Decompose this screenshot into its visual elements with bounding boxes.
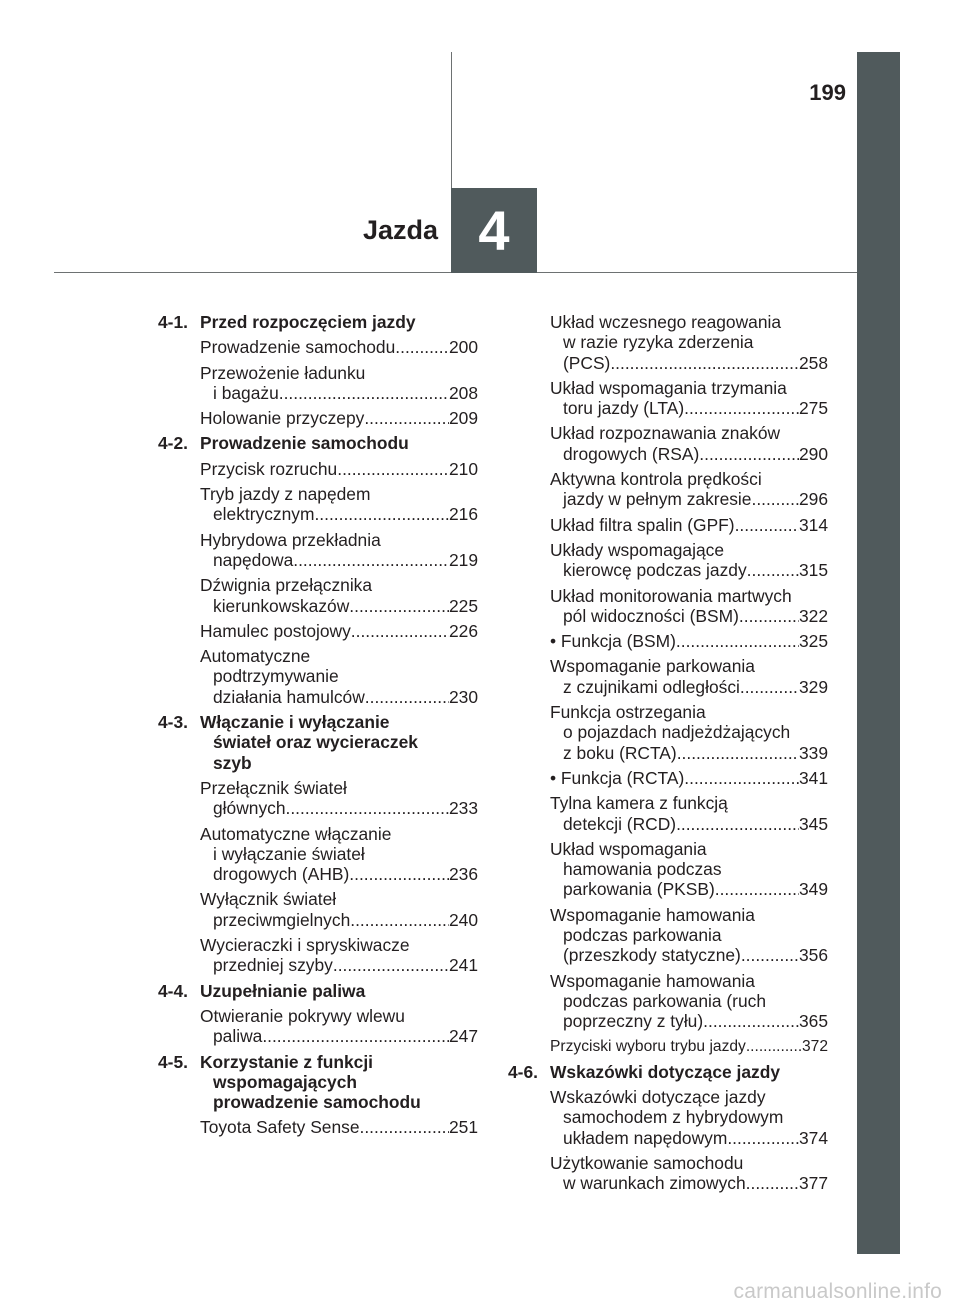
dot-leader <box>333 955 449 975</box>
toc-section-heading[interactable] <box>158 1052 478 1113</box>
entry-last-line <box>200 596 478 616</box>
entry-title-line: Użytkowanie samochodu <box>550 1152 744 1173</box>
entry-title-line: Wspomaganie parkowania <box>550 656 755 677</box>
entry-title-line: Hybrydowa przekładnia <box>200 529 381 550</box>
section-title-line: Wskazówki dotyczące jazdy <box>550 1061 781 1082</box>
toc-entry[interactable] <box>158 530 478 571</box>
entry-title-text: jazdy w pełnym zakresie <box>563 489 752 510</box>
entry-page-number: 290 <box>798 443 828 464</box>
entry-last-line <box>550 398 828 418</box>
section-title <box>200 981 478 1001</box>
section-number: 4-3. <box>158 712 188 733</box>
dot-leader <box>395 337 449 357</box>
dot-leader <box>746 1037 802 1057</box>
dot-leader <box>740 677 799 697</box>
entry-title-text: poprzeczny z tyłu) <box>563 1011 704 1032</box>
toc-entry[interactable] <box>158 935 478 976</box>
entry-last-line <box>550 1128 828 1148</box>
entry-title-line: Aktywna kontrola prędkości <box>550 469 762 490</box>
entry-title-text: parkowania (PKSB) <box>563 879 715 900</box>
entry-page-number: 208 <box>448 382 478 403</box>
entry-title-text: (przeszkody statyczne) <box>563 945 741 966</box>
entry-title-line: Układ wspomagania <box>550 838 707 859</box>
dot-leader <box>365 687 449 707</box>
entry-title-text: przeciwmgielnych <box>213 909 351 930</box>
entry-title-line: podczas parkowania <box>563 925 722 946</box>
chapter-number-badge: 4 <box>451 188 537 273</box>
toc-entry[interactable] <box>508 423 828 464</box>
entry-title-line: Przełącznik świateł <box>200 777 347 798</box>
entry-last-line <box>200 910 478 930</box>
dot-leader <box>677 743 799 763</box>
entry-page-number: 216 <box>448 504 478 525</box>
toc-entry[interactable] <box>158 363 478 404</box>
entry-title-text: Toyota Safety Sense <box>200 1117 360 1138</box>
toc-entry[interactable] <box>158 1117 478 1137</box>
entry-page-number: 200 <box>448 337 478 358</box>
entry-title-text: z czujnikami odległości <box>563 676 740 697</box>
entry-title-line: Układ monitorowania martwych <box>550 585 792 606</box>
entry-title-text: elektrycznym <box>213 504 315 525</box>
toc-column-left <box>158 312 478 1143</box>
entry-last-line <box>550 1037 828 1057</box>
dot-leader <box>715 879 799 899</box>
toc-entry[interactable] <box>508 702 828 763</box>
section-title-line: Korzystanie z funkcji <box>200 1051 373 1072</box>
section-title-line: świateł oraz wycieraczek <box>213 732 418 753</box>
toc-entry[interactable] <box>508 515 828 535</box>
entry-title-text: paliwa <box>213 1026 263 1047</box>
toc-entry[interactable] <box>508 312 828 373</box>
toc-entry[interactable] <box>508 793 828 834</box>
entry-last-line <box>200 504 478 524</box>
entry-title-text: Przycisk rozruchu <box>200 458 338 479</box>
entry-title-line: i wyłączanie świateł <box>213 843 365 864</box>
entry-title-line: Automatyczne <box>200 646 311 667</box>
dot-leader <box>746 1173 799 1193</box>
toc-entry[interactable] <box>508 1153 828 1194</box>
entry-last-line <box>200 864 478 884</box>
toc-entry[interactable] <box>158 408 478 428</box>
entry-title-line: Układ rozpoznawania znaków <box>550 423 781 444</box>
entry-page-number: 296 <box>798 489 828 510</box>
section-title-line: prowadzenie samochodu <box>213 1092 421 1113</box>
entry-title-line: Wyłącznik świateł <box>200 889 337 910</box>
entry-last-line <box>200 459 478 479</box>
entry-page-number: 233 <box>448 798 478 819</box>
entry-page-number: 226 <box>448 620 478 641</box>
toc-entry[interactable] <box>508 469 828 510</box>
entry-page-number: 314 <box>798 514 828 535</box>
entry-title-text: działania hamulców <box>213 686 365 707</box>
entry-title-line: Wspomaganie hamowania <box>550 970 755 991</box>
entry-last-line <box>550 768 828 788</box>
entry-title-text: Układ filtra spalin (GPF) <box>550 514 735 535</box>
toc-entry[interactable] <box>158 778 478 819</box>
toc-entry[interactable] <box>508 540 828 581</box>
toc-entry[interactable] <box>158 459 478 479</box>
entry-page-number: 365 <box>798 1011 828 1032</box>
section-title-line: Włączanie i wyłączanie <box>200 712 390 733</box>
toc-entry[interactable] <box>158 575 478 616</box>
entry-title-text: i bagażu <box>213 382 279 403</box>
toc-section-heading[interactable] <box>158 712 478 773</box>
dot-leader <box>676 814 799 834</box>
chapter-tab-bar <box>857 52 900 1254</box>
entry-title-text: detekcji (RCD) <box>563 813 677 834</box>
toc-entry[interactable] <box>158 484 478 525</box>
dot-leader <box>751 489 799 509</box>
entry-last-line <box>200 687 478 707</box>
entry-title-text: (PCS) <box>563 352 611 373</box>
dot-leader <box>364 408 449 428</box>
entry-last-line <box>200 955 478 975</box>
section-title <box>550 1062 828 1082</box>
entry-page-number: 374 <box>798 1127 828 1148</box>
entry-last-line <box>200 408 478 428</box>
dot-leader <box>610 353 799 373</box>
toc-entry[interactable] <box>508 586 828 627</box>
entry-last-line <box>550 945 828 965</box>
dot-leader <box>727 1128 799 1148</box>
section-number: 4-1. <box>158 312 188 332</box>
dot-leader <box>703 1011 799 1031</box>
entry-title-line: podtrzymywanie <box>213 666 339 687</box>
toc-entry[interactable] <box>508 1087 828 1148</box>
entry-page-number: 240 <box>448 909 478 930</box>
toc-entry[interactable] <box>158 621 478 641</box>
entry-last-line <box>550 353 828 373</box>
entry-title-line: Układ wczesnego reagowania <box>550 312 782 332</box>
dot-leader <box>279 383 449 403</box>
entry-title-text: układem napędowym <box>563 1127 728 1148</box>
entry-last-line <box>200 550 478 570</box>
entry-title-line: o pojazdach nadjeżdżających <box>563 722 791 743</box>
toc-entry[interactable] <box>158 824 478 885</box>
dot-leader <box>735 515 799 535</box>
entry-title-text: głównych <box>213 798 286 819</box>
section-number: 4-6. <box>508 1061 538 1082</box>
entry-last-line <box>550 489 828 509</box>
entry-page-number: 247 <box>448 1026 478 1047</box>
dot-leader <box>293 550 449 570</box>
entry-title-line: Otwieranie pokrywy wlewu <box>200 1005 405 1026</box>
toc-entry[interactable] <box>508 1037 828 1057</box>
entry-last-line <box>550 677 828 697</box>
entry-page-number: 275 <box>798 398 828 419</box>
entry-page-number: 341 <box>798 767 828 788</box>
dot-leader <box>739 606 799 626</box>
entry-title-line: samochodem z hybrydowym <box>563 1107 784 1128</box>
entry-page-number: 325 <box>798 631 828 652</box>
dot-leader <box>360 1117 449 1137</box>
entry-title-text: Hamulec postojowy <box>200 620 351 641</box>
toc-section-heading[interactable] <box>158 433 478 453</box>
entry-title-line: Tylna kamera z funkcją <box>550 793 728 814</box>
dot-leader <box>741 945 799 965</box>
toc-entry[interactable] <box>158 1006 478 1047</box>
entry-title-text: • Funkcja (BSM) <box>550 631 676 652</box>
entry-last-line <box>200 383 478 403</box>
toc-entry[interactable] <box>158 337 478 357</box>
section-title <box>200 433 478 453</box>
section-number: 4-5. <box>158 1051 188 1072</box>
entry-title-line: Tryb jazdy z napędem <box>200 484 371 505</box>
entry-page-number: 345 <box>798 813 828 834</box>
entry-title-line: w razie ryzyka zderzenia <box>563 332 754 353</box>
entry-page-number: 225 <box>448 595 478 616</box>
entry-page-number: 315 <box>798 560 828 581</box>
toc-entry[interactable] <box>508 378 828 419</box>
entry-title-text: Holowanie przyczepy <box>200 408 365 429</box>
entry-last-line <box>200 621 478 641</box>
section-title-line: szyb <box>213 752 252 773</box>
section-title <box>200 1052 478 1113</box>
entry-title-line: Układ wspomagania trzymania <box>550 377 787 398</box>
dot-leader <box>349 596 449 616</box>
entry-title-line: podczas parkowania (ruch <box>563 990 766 1011</box>
entry-title-line: Dźwignia przełącznika <box>200 575 373 596</box>
entry-page-number: 356 <box>798 945 828 966</box>
toc-entry[interactable] <box>508 839 828 900</box>
entry-page-number: 251 <box>448 1117 478 1138</box>
entry-title-text: kierowcę podczas jazdy <box>563 560 747 581</box>
toc-entry[interactable] <box>508 971 828 1032</box>
section-title-line: wspomagających <box>213 1071 358 1092</box>
entry-last-line <box>550 560 828 580</box>
entry-last-line <box>200 1026 478 1046</box>
toc-section-heading[interactable] <box>508 1062 828 1082</box>
entry-title-text: w warunkach zimowych <box>563 1173 746 1194</box>
entry-title-line: Wspomaganie hamowania <box>550 904 755 925</box>
entry-last-line <box>550 743 828 763</box>
dot-leader <box>699 444 799 464</box>
toc-section-heading[interactable] <box>158 981 478 1001</box>
dot-leader <box>349 864 449 884</box>
section-title-line: Uzupełnianie paliwa <box>200 980 366 1001</box>
section-title <box>200 312 478 332</box>
entry-title-line: Wskazówki dotyczące jazdy <box>550 1087 766 1108</box>
watermark: carmanualsonline.info <box>733 1280 942 1303</box>
entry-page-number: 372 <box>801 1037 828 1055</box>
dot-leader <box>350 910 449 930</box>
entry-last-line <box>550 1173 828 1193</box>
entry-title-text: z boku (RCTA) <box>563 742 677 763</box>
entry-title-text: toru jazdy (LTA) <box>563 398 685 419</box>
entry-page-number: 230 <box>448 686 478 707</box>
toc-section-heading[interactable] <box>158 312 478 332</box>
page-number: 199 <box>809 80 846 105</box>
section-number: 4-2. <box>158 433 188 454</box>
entry-title-line: Funkcja ostrzegania <box>550 702 706 723</box>
entry-last-line <box>200 798 478 818</box>
toc-entry[interactable] <box>158 646 478 707</box>
dot-leader <box>337 459 449 479</box>
entry-page-number: 339 <box>798 742 828 763</box>
header-vertical-rule <box>451 52 452 188</box>
chapter-title: Jazda <box>362 215 438 245</box>
toc-column-right <box>508 312 828 1199</box>
toc-entry[interactable] <box>158 889 478 930</box>
dot-leader <box>684 768 799 788</box>
entry-title-text: drogowych (AHB) <box>213 864 350 885</box>
entry-last-line <box>200 337 478 357</box>
section-title-line: Prowadzenie samochodu <box>200 433 409 454</box>
entry-page-number: 322 <box>798 605 828 626</box>
section-title-line: Przed rozpoczęciem jazdy <box>200 312 416 332</box>
entry-last-line <box>550 606 828 626</box>
entry-page-number: 209 <box>448 408 478 429</box>
toc-entry[interactable] <box>508 631 828 651</box>
entry-page-number: 241 <box>448 955 478 976</box>
section-title <box>200 712 478 773</box>
dot-leader <box>286 798 449 818</box>
entry-title-text: kierunkowskazów <box>213 595 350 616</box>
dot-leader <box>262 1026 449 1046</box>
dot-leader <box>676 631 799 651</box>
entry-last-line <box>550 444 828 464</box>
entry-title-text: napędowa <box>213 549 294 570</box>
entry-title-text: pól widoczności (BSM) <box>563 605 739 626</box>
entry-page-number: 236 <box>448 864 478 885</box>
entry-last-line <box>550 814 828 834</box>
entry-last-line <box>200 1117 478 1137</box>
entry-page-number: 210 <box>448 458 478 479</box>
entry-title-line: Układy wspomagające <box>550 539 724 560</box>
dot-leader <box>684 398 799 418</box>
entry-page-number: 258 <box>798 352 828 373</box>
entry-last-line <box>550 1011 828 1031</box>
entry-page-number: 349 <box>798 879 828 900</box>
dot-leader <box>314 504 449 524</box>
entry-title-text: drogowych (RSA) <box>563 443 700 464</box>
entry-title-line: Wycieraczki i spryskiwacze <box>200 935 410 956</box>
entry-title-text: • Funkcja (RCTA) <box>550 767 685 788</box>
section-number: 4-4. <box>158 980 188 1001</box>
toc-entry[interactable] <box>508 905 828 966</box>
entry-last-line <box>550 515 828 535</box>
dot-leader <box>747 560 799 580</box>
entry-title-line: hamowania podczas <box>563 859 722 880</box>
toc-entry[interactable] <box>508 768 828 788</box>
entry-title-text: Przyciski wyboru trybu jazdy <box>550 1037 746 1055</box>
dot-leader <box>351 621 449 641</box>
entry-last-line <box>550 631 828 651</box>
entry-page-number: 219 <box>448 549 478 570</box>
entry-page-number: 329 <box>798 676 828 697</box>
entry-title-line: Przewożenie ładunku <box>200 362 366 383</box>
entry-title-text: przedniej szyby <box>213 955 333 976</box>
entry-title-line: Automatyczne włączanie <box>200 823 392 844</box>
entry-title-text: Prowadzenie samochodu <box>200 337 396 358</box>
toc-entry[interactable] <box>508 656 828 697</box>
entry-last-line <box>550 879 828 899</box>
entry-page-number: 377 <box>798 1173 828 1194</box>
